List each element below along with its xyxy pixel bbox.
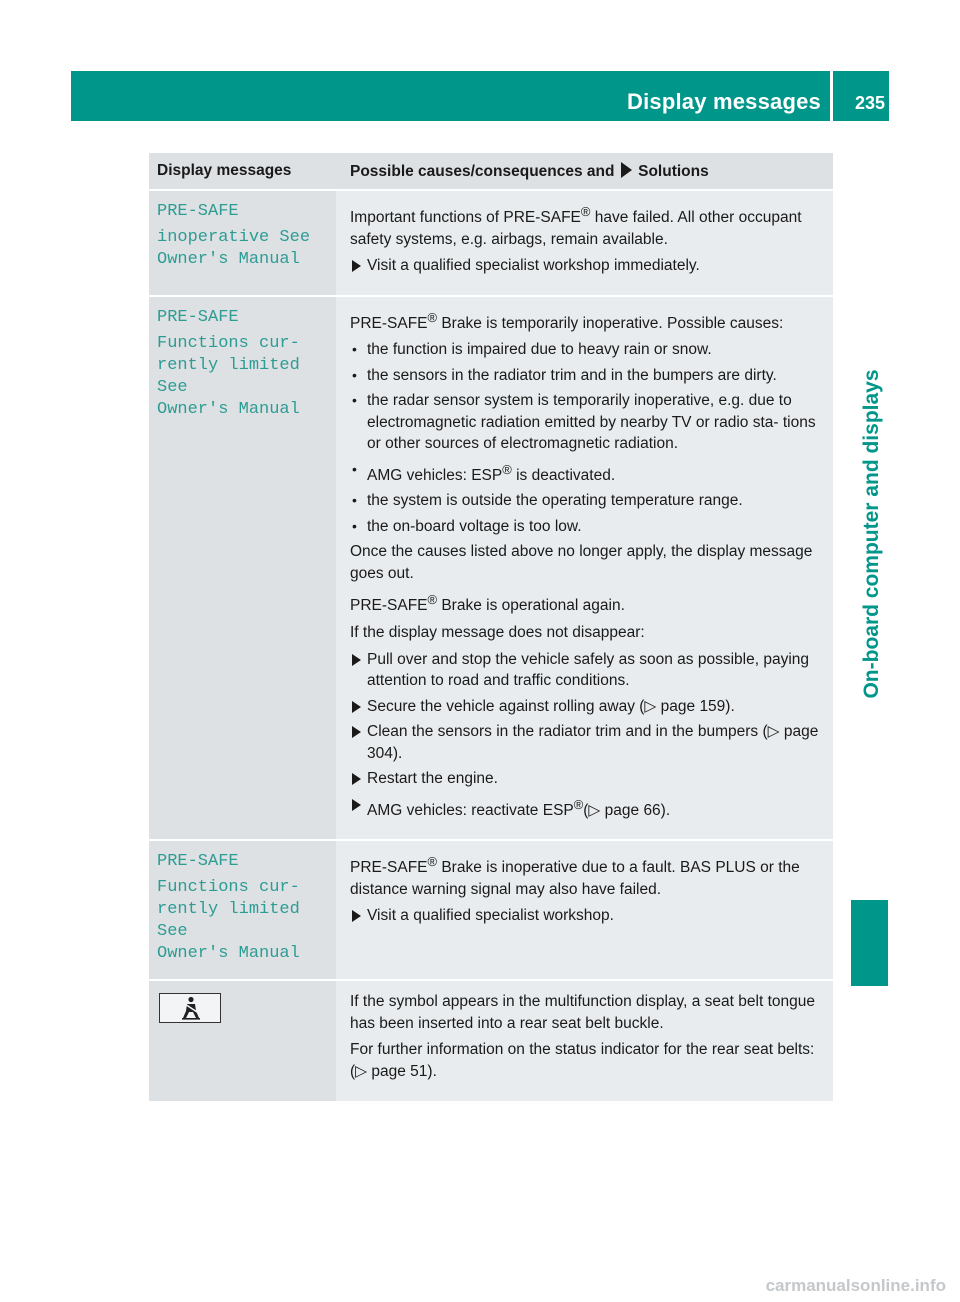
display-messages-table — [149, 153, 833, 1101]
seatbelt-icon — [180, 996, 202, 1020]
cause-text — [350, 851, 825, 900]
step-item: Restart the engine. — [350, 768, 825, 790]
step-item: Secure the vehicle against rolling away (▷ page 159). — [350, 696, 825, 718]
display-message-line: PRE-SAFE — [157, 307, 239, 327]
step-list — [350, 905, 825, 927]
display-message-line: Owner's Manual — [157, 250, 300, 269]
solution-cell — [336, 296, 833, 841]
cause-text: If the symbol appears in the multifunction display, a seat belt tongue has been inserted into a rear seat belt buckle. — [350, 993, 815, 1032]
cause-item: • the function is impaired due to heavy rain or snow. — [350, 339, 825, 361]
cause-text — [350, 307, 825, 335]
cause-list — [350, 339, 825, 537]
cause-text-part: PRE-SAFE — [350, 859, 428, 877]
registered-mark: ® — [580, 204, 591, 219]
footer-watermark: carmanualsonline.info — [765, 1276, 946, 1295]
solution-cell — [336, 190, 833, 296]
table-row — [149, 190, 833, 296]
step-text-part: AMG vehicles: reactivate ESP — [367, 801, 574, 819]
cause-text-part: Brake is temporarily inoperative. Possible causes: — [437, 314, 784, 332]
cause-text-part: is deactivated. — [511, 466, 616, 484]
table-row — [149, 980, 833, 1101]
display-message-line: rently limited See — [157, 355, 300, 397]
step-item — [350, 794, 825, 822]
display-message-cell — [149, 296, 336, 841]
display-message-line: Functions cur‐ — [157, 878, 300, 898]
section-tab-label: On-board computer and displays — [860, 369, 883, 699]
page-number: 235 — [854, 93, 885, 113]
column-header-solutions — [336, 153, 833, 190]
display-message-line: PRE-SAFE — [157, 202, 239, 221]
display-message-cell — [149, 980, 336, 1101]
cause-text-part: PRE-SAFE — [350, 314, 428, 332]
solution-cell — [336, 840, 833, 980]
display-message-line: PRE-SAFE — [157, 852, 239, 872]
page-title: Display messages — [627, 89, 821, 114]
cause-text-part: PRE-SAFE — [350, 597, 428, 615]
step-list — [350, 649, 825, 822]
table-row — [149, 840, 833, 980]
cause-item: • the radar sensor system is temporarily inoperative, e.g. due to electromagnetic radiation emitted by nearby TV or radio sta‐ tions or other sources of electromagnetic radiation. — [350, 390, 825, 455]
step-item: Clean the sensors in the radiator trim and in the bumpers (▷ page 304). — [350, 721, 825, 764]
consequence-text — [350, 589, 825, 617]
step-list — [350, 255, 825, 277]
header-divider — [830, 71, 833, 121]
display-message-line: Functions cur‐ — [157, 333, 300, 353]
display-message-line: inoperative See — [157, 228, 311, 247]
cause-item: • the system is outside the operating temperature range. — [350, 490, 825, 512]
consequence-text: If the display message does not disappear: — [350, 624, 645, 642]
column-header-solutions-pre: Possible causes/consequences and — [350, 162, 615, 180]
cause-text-part: have failed. All other occupant safety systems, e.g. airbags, remain available. — [350, 209, 802, 248]
column-header-solutions-post: Solutions — [638, 162, 709, 180]
page-header — [71, 71, 889, 121]
registered-mark: ® — [427, 309, 438, 325]
registered-mark: ® — [427, 854, 438, 870]
arrow-right-icon — [621, 162, 632, 178]
cause-item: • the sensors in the radiator trim and in the bumpers are dirty. — [350, 365, 825, 387]
cause-text-part: Brake is inoperative due to a fault. BAS PLUS or the distance warning signal may also have failed. — [350, 859, 800, 898]
cause-text — [350, 201, 825, 250]
step-item: Pull over and stop the vehicle safely as soon as possible, paying attention to road and traffic conditions. — [350, 649, 825, 692]
display-message-line: Owner's Manual — [157, 944, 300, 964]
display-message-line: Owner's Manual — [157, 399, 300, 419]
seatbelt-icon-frame — [159, 993, 221, 1023]
display-message-cell — [149, 190, 336, 296]
cause-text-part: Important functions of PRE-SAFE — [350, 209, 581, 227]
registered-mark: ® — [502, 461, 512, 477]
section-tab-marker — [851, 900, 888, 986]
step-item: Visit a qualified specialist workshop immediately. — [350, 255, 825, 277]
solution-cell — [336, 980, 833, 1101]
display-message-line: rently limited See — [157, 900, 300, 942]
registered-mark: ® — [573, 796, 584, 812]
display-message-cell — [149, 840, 336, 980]
cause-item: • the on-board voltage is too low. — [350, 516, 825, 538]
table-row — [149, 296, 833, 841]
cause-item — [350, 459, 825, 487]
registered-mark: ® — [427, 592, 438, 608]
column-header-messages: Display messages — [149, 153, 336, 190]
table-header-row — [149, 153, 833, 190]
step-item: Visit a qualified specialist workshop. — [350, 905, 825, 927]
display-message-text — [157, 851, 328, 965]
consequence-text: Once the causes listed above no longer apply, the display message goes out. — [350, 543, 813, 582]
step-text-part: (▷ page 66). — [583, 801, 671, 819]
cause-text-part: AMG vehicles: ESP — [367, 466, 503, 484]
display-message-text — [157, 307, 328, 421]
cause-text-part: Brake is operational again. — [437, 597, 625, 615]
display-message-text — [157, 201, 328, 271]
cause-text: For further information on the status indicator for the rear seat belts: (▷ page 51). — [350, 1041, 815, 1080]
